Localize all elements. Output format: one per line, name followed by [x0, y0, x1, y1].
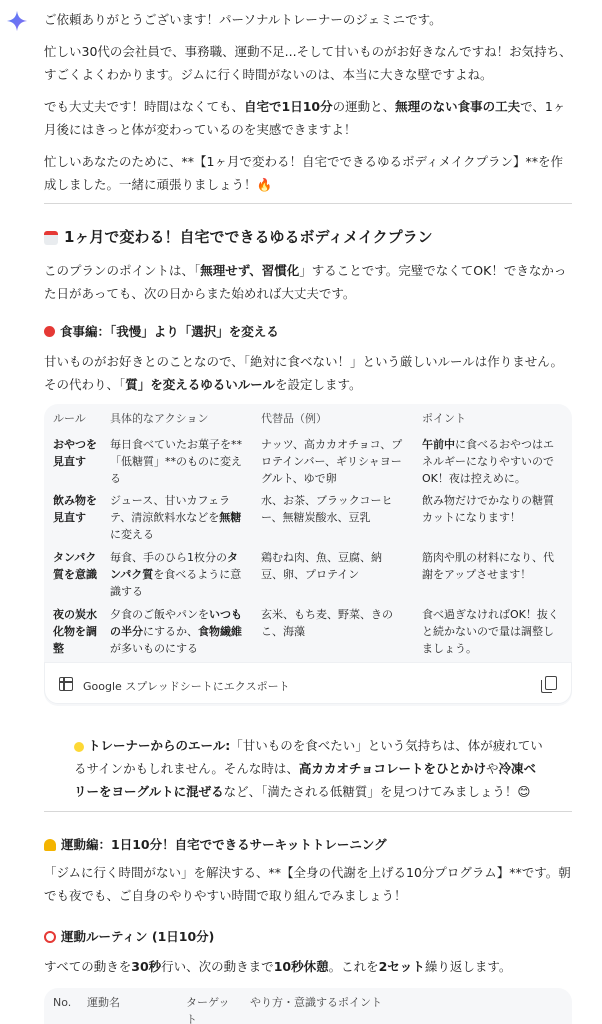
spreadsheet-icon: [59, 677, 73, 691]
trainer-tip: トレーナーからのエール:「甘いものを食べたい」という気持ちは、体が疲れているサインかもしれません。そんな時は、高カカオチョコレートをひとかけや冷凍ベリーをヨーグルトに混ぜるなど、「満たされる低糖質」を見つけてみましょう！😊: [74, 738, 543, 799]
flexed-bicep-icon: [44, 839, 56, 851]
action-cell: 毎食、手のひら1枚分のタンパク質を食べるように意識する: [110, 551, 242, 598]
lightbulb-icon: [74, 742, 84, 752]
rule-cell: 夜の炭水化物を調整: [53, 608, 97, 655]
rule-cell: 飲み物を見直す: [53, 494, 97, 524]
plan-title: 1ヶ月で変わる！自宅でできるゆるボディメイクプラン: [44, 226, 433, 249]
column-header: No.: [53, 996, 72, 1009]
point-cell: 食べ過ぎなければOK！抜くと続かないので量は調整しましょう。: [422, 608, 559, 655]
point-cell: 筋肉や肌の材料になり、代謝をアップさせます！: [422, 551, 554, 581]
column-header: ルール: [53, 412, 86, 425]
action-cell: 毎日食べていたお菓子を**「低糖質」**のものに変える: [110, 438, 242, 485]
intro-promise: でも大丈夫です！時間はなくても、自宅で1日10分の運動と、無理のない食事の工夫で、1ヶ月後にはきっと体が変わっているのを実感できますよ！: [44, 99, 566, 137]
alarm-clock-icon: [44, 931, 56, 943]
column-header: 運動名: [87, 996, 120, 1009]
intro-empathy: 忙しい30代の会社員で、事務職、運動不足...そして甘いものがお好きなんですね！お気持ち、すごくよくわかります。ジムに行く時間がないのは、本当に大きな壁ですよね。: [44, 44, 572, 82]
column-header: ターゲット: [186, 996, 230, 1024]
apple-icon: [44, 326, 55, 337]
alternative-cell: 玄米、もち麦、野菜、きのこ、海藻: [261, 608, 393, 638]
copy-icon[interactable]: [545, 676, 557, 690]
routine-heading: 運動ルーティン (1日10分): [44, 925, 214, 948]
calendar-icon: [44, 231, 58, 245]
divider: [44, 203, 572, 204]
export-to-sheets-button[interactable]: Google スプレッドシートにエクスポート: [83, 680, 290, 693]
divider: [44, 811, 572, 812]
intro-greeting: ご依頼ありがとうございます！パーソナルトレーナーのジェミニです。: [44, 12, 442, 27]
diet-lead: 甘いものがお好きとのことなので、「絶対に食べない！」という厳しいルールは作りません。その代わり、「質」を変えるゆるいルールを設定します。: [44, 354, 564, 392]
plan-lead: このプランのポイントは、「無理せず、習慣化」することです。完璧でなくてOK！できなかった日があっても、次の日からまた始めれば大丈夫です。: [44, 263, 567, 301]
intro-plan-note: 忙しいあなたのために、**【1ヶ月で変わる！自宅でできるゆるボディメイクプラン】**を作成しました。一緒に頑張りましょう！🔥: [44, 154, 563, 192]
point-cell: 午前中に食べるおやつはエネルギーになりやすいのでOK！夜は控えめに。: [422, 438, 554, 485]
exercise-heading: 運動編：1日10分！自宅でできるサーキットトレーニング: [44, 833, 387, 856]
action-cell: 夕食のご飯やパンをいつもの半分にするか、食物繊維が多いものにする: [110, 608, 242, 655]
column-header: やり方・意識するポイント: [250, 996, 382, 1009]
action-cell: ジュース、甘いカフェラテ、清涼飲料水などを無糖に変える: [110, 494, 242, 541]
table-footer: [44, 662, 572, 704]
rule-cell: タンパク質を意識: [53, 551, 97, 581]
column-header: 具体的なアクション: [110, 412, 209, 425]
diet-table: [44, 404, 572, 706]
gemini-spark-icon: [6, 10, 28, 32]
exercise-lead: 「ジムに行く時間がない」を解決する、**【全身の代謝を上げる10分プログラム】**です。朝でも夜でも、ご自身のやりやすい時間で取り組んでみましょう！: [44, 865, 571, 903]
alternative-cell: 水、お茶、ブラックコーヒー、無糖炭酸水、豆乳: [261, 494, 393, 524]
alternative-cell: 鶏むね肉、魚、豆腐、納豆、卵、プロテイン: [261, 551, 382, 581]
diet-heading: 食事編：「我慢」より「選択」を変える: [44, 320, 279, 343]
alternative-cell: ナッツ、高カカオチョコ、プロテインバー、ギリシャヨーグルト、ゆで卵: [261, 438, 403, 485]
point-cell: 飲み物だけでかなりの糖質カットになります！: [422, 494, 554, 524]
column-header: 代替品（例）: [261, 412, 327, 425]
column-header: ポイント: [422, 412, 466, 425]
rule-cell: おやつを見直す: [53, 438, 97, 468]
routine-lead: すべての動きを30秒行い、次の動きまで10秒休憩。これを2セット繰り返します。: [44, 959, 512, 974]
routine-table: [44, 988, 572, 1024]
